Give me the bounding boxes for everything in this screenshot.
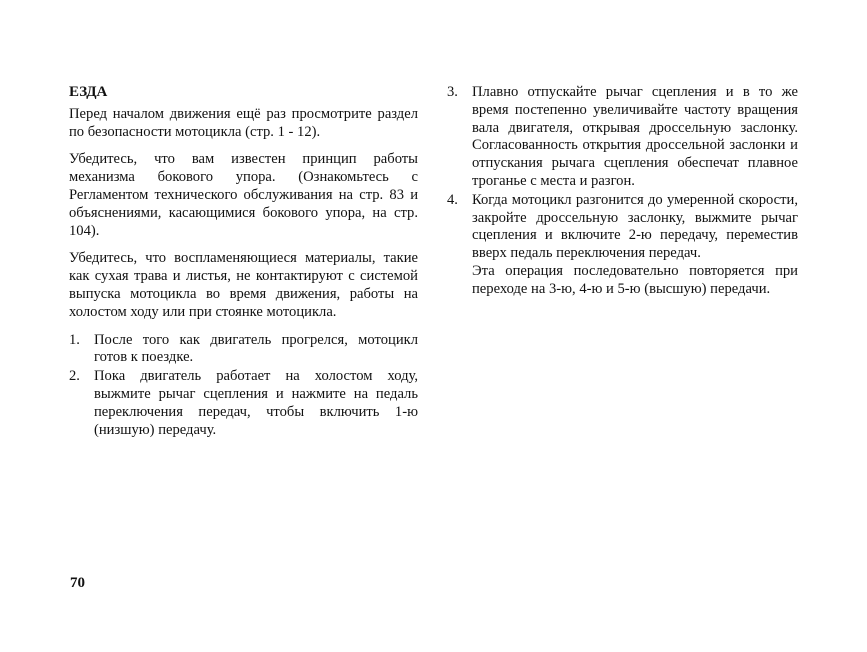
section-heading: ЕЗДА bbox=[69, 84, 108, 100]
step-number: 1. bbox=[69, 331, 80, 348]
steps-list-right bbox=[447, 84, 798, 299]
step-number: 3. bbox=[447, 84, 458, 100]
step-number: 2. bbox=[69, 368, 80, 385]
right-column bbox=[447, 84, 798, 300]
step-text: Плавно отпускайте рычаг сцепления и в то же время постепенно увеличивайте частоту вращения вала двигателя, открывая дроссельную заслонку. Согласованность открытия дроссельной заслонки и отпускания рычага сцепления обеспечат плавное троганье с места и разгон. bbox=[472, 84, 798, 189]
left-column bbox=[69, 84, 418, 440]
step-text: Когда мотоцикл разгонится до умеренной скорости, закройте дроссельную заслонку, выжмите рычаг сцепления и включите 2-ю передачу, переместив вверх педаль переключения передач. bbox=[472, 191, 798, 262]
step-item bbox=[447, 84, 798, 191]
step-note: Эта операция последовательно повторяется при переходе на 3-ю, 4-ю и 5-ю (высшую) передачи. bbox=[472, 262, 798, 297]
step-item bbox=[447, 192, 798, 299]
step-item bbox=[69, 332, 418, 368]
step-text: Пока двигатель работает на холостом ходу, выжмите рычаг сцепления и нажмите на педаль переключения передач, чтобы включить 1-ю (низшую) передачу. bbox=[94, 368, 418, 438]
step-item bbox=[69, 368, 418, 439]
flammable-materials-paragraph: Убедитесь, что воспламеняющиеся материалы, такие как сухая трава и листья, не контактируют с системой выпуска мотоцикла во время движения, работы на холостом ходу или при стоянке мотоцикла. bbox=[69, 250, 418, 320]
steps-list-left bbox=[69, 332, 418, 440]
page-number: 70 bbox=[70, 575, 85, 591]
step-text: После того как двигатель прогрелся, мотоцикл готов к поездке. bbox=[94, 331, 418, 366]
step-number: 4. bbox=[447, 191, 458, 208]
side-stand-paragraph: Убедитесь, что вам известен принцип работы механизма бокового упора. (Ознакомьтесь с Регламентом технического обслуживания на стр. 83 и объяснениями, касающимися бокового упора, на стр. 104). bbox=[69, 151, 418, 239]
safety-review-paragraph: Перед началом движения ещё раз просмотрите раздел по безопасности мотоцикла (стр. 1 - 12). bbox=[69, 105, 418, 140]
step-text-block bbox=[472, 192, 798, 299]
